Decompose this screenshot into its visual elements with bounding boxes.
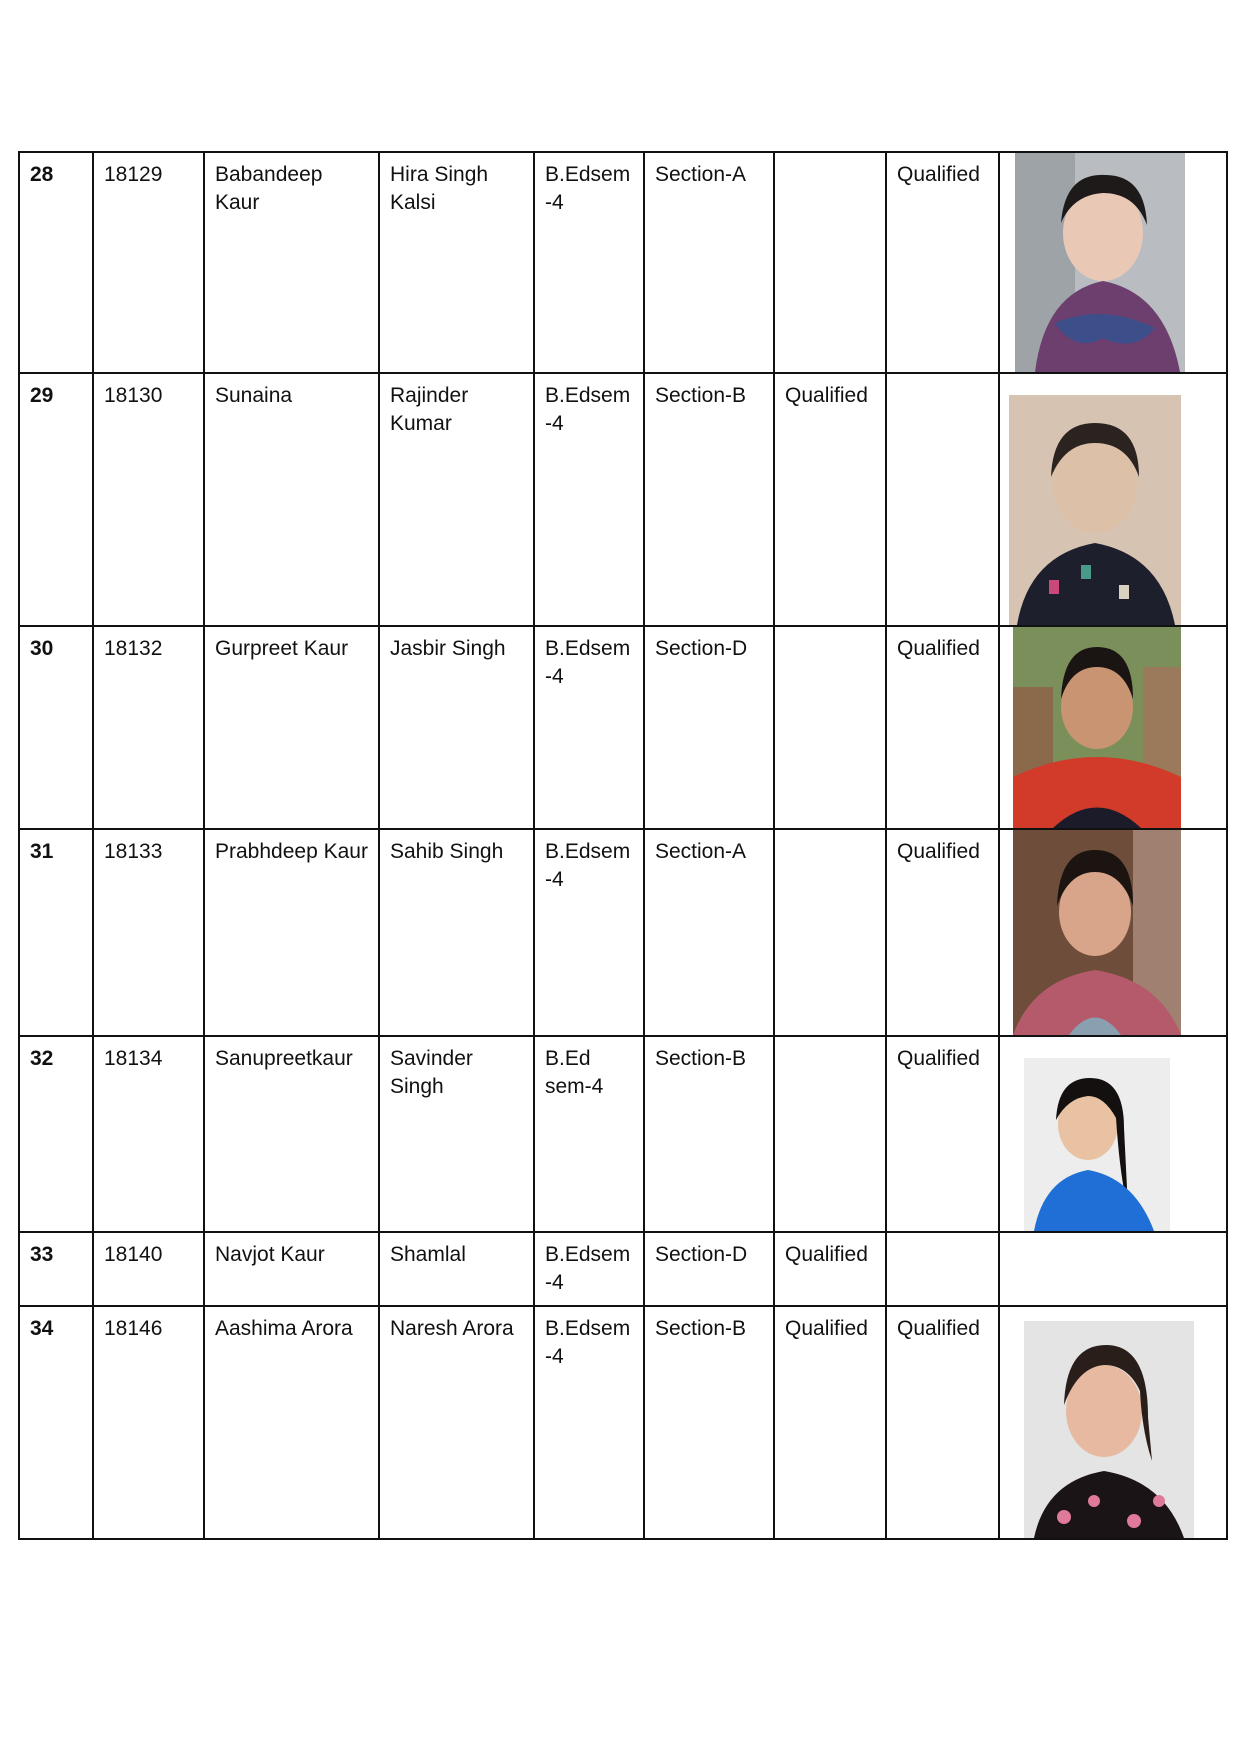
result-col-7 <box>774 1036 886 1232</box>
roll-number: 18130 <box>93 373 204 626</box>
photo-cell <box>999 829 1227 1036</box>
photo-cell <box>999 1036 1227 1232</box>
student-name: Babandeep Kaur <box>204 152 379 373</box>
student-name: Gurpreet Kaur <box>204 626 379 829</box>
section: Section-B <box>644 373 774 626</box>
serial-number: 34 <box>19 1306 93 1539</box>
table-row <box>19 1232 1227 1306</box>
section: Section-D <box>644 626 774 829</box>
student-photo <box>1024 1321 1194 1538</box>
roll-number: 18134 <box>93 1036 204 1232</box>
father-name: Sahib Singh <box>379 829 534 1036</box>
course: B.Edsem-4 <box>534 626 644 829</box>
photo-cell <box>999 152 1227 373</box>
section: Section-B <box>644 1306 774 1539</box>
serial-number: 29 <box>19 373 93 626</box>
serial-number: 28 <box>19 152 93 373</box>
table-row <box>19 1306 1227 1539</box>
father-name: Shamlal <box>379 1232 534 1306</box>
serial-number: 32 <box>19 1036 93 1232</box>
father-name: Savinder Singh <box>379 1036 534 1232</box>
section: Section-D <box>644 1232 774 1306</box>
course: B.Edsem-4 <box>534 152 644 373</box>
student-name: Navjot Kaur <box>204 1232 379 1306</box>
section: Section-B <box>644 1036 774 1232</box>
course: B.Edsem-4 <box>534 1232 644 1306</box>
student-name: Sanupreetkaur <box>204 1036 379 1232</box>
result-col-8 <box>886 1232 999 1306</box>
result-col-7 <box>774 829 886 1036</box>
result-col-8: Qualified <box>886 829 999 1036</box>
result-col-7: Qualified <box>774 373 886 626</box>
roll-number: 18140 <box>93 1232 204 1306</box>
roll-number: 18133 <box>93 829 204 1036</box>
table-row <box>19 829 1227 1036</box>
serial-number: 33 <box>19 1232 93 1306</box>
father-name: Jasbir Singh <box>379 626 534 829</box>
serial-number: 30 <box>19 626 93 829</box>
table-row <box>19 152 1227 373</box>
roll-number: 18132 <box>93 626 204 829</box>
student-photo <box>1009 395 1181 625</box>
student-photo <box>1015 153 1185 372</box>
father-name: Rajinder Kumar <box>379 373 534 626</box>
course: B.Edsem-4 <box>534 373 644 626</box>
result-col-8: Qualified <box>886 626 999 829</box>
student-name: Aashima Arora <box>204 1306 379 1539</box>
course: B.Ed sem-4 <box>534 1036 644 1232</box>
table-row <box>19 626 1227 829</box>
student-photo <box>1024 1058 1170 1231</box>
roll-number: 18129 <box>93 152 204 373</box>
student-photo <box>1013 627 1181 828</box>
result-col-7: Qualified <box>774 1232 886 1306</box>
roll-number: 18146 <box>93 1306 204 1539</box>
result-col-7 <box>774 152 886 373</box>
result-col-7 <box>774 626 886 829</box>
section: Section-A <box>644 829 774 1036</box>
result-col-7: Qualified <box>774 1306 886 1539</box>
student-name: Prabhdeep Kaur <box>204 829 379 1036</box>
photo-cell <box>999 626 1227 829</box>
result-col-8: Qualified <box>886 152 999 373</box>
serial-number: 31 <box>19 829 93 1036</box>
photo-cell <box>999 373 1227 626</box>
result-col-8: Qualified <box>886 1036 999 1232</box>
result-col-8 <box>886 373 999 626</box>
section: Section-A <box>644 152 774 373</box>
father-name: Hira Singh Kalsi <box>379 152 534 373</box>
student-photo <box>1013 830 1181 1035</box>
table-row <box>19 373 1227 626</box>
student-result-table <box>18 151 1228 1540</box>
photo-cell <box>999 1232 1227 1306</box>
table-row <box>19 1036 1227 1232</box>
course: B.Edsem-4 <box>534 1306 644 1539</box>
photo-cell <box>999 1306 1227 1539</box>
father-name: Naresh Arora <box>379 1306 534 1539</box>
student-name: Sunaina <box>204 373 379 626</box>
result-col-8: Qualified <box>886 1306 999 1539</box>
course: B.Edsem-4 <box>534 829 644 1036</box>
